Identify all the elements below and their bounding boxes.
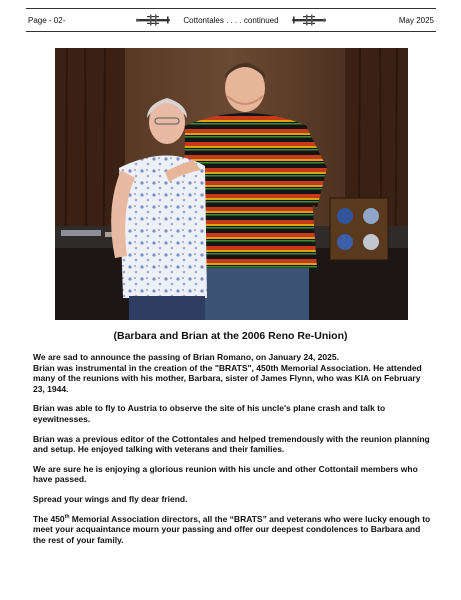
photo-illustration <box>55 48 408 320</box>
paragraph-announcement <box>33 352 433 394</box>
page-header <box>26 8 436 32</box>
paragraph-austria: Brian was able to fly to Austria to observe the site of his uncle's plane crash and talk to eyewitnesses. <box>33 403 386 424</box>
page-number: Page - 02- <box>28 15 66 25</box>
ordinal-suffix: th <box>64 513 70 520</box>
issue-date: May 2025 <box>398 15 434 25</box>
bomber-plane-icon <box>287 14 329 26</box>
announcement-detail: Brian was instrumental in the creation of the "BRATS", 450th Memorial Association. He attended many of the reunions with his mother, Barbara, sister of James Flynn, who was KIA on February 23, 1944. <box>33 362 422 394</box>
article-body <box>33 352 433 554</box>
paragraph-reunion: We are sure he is enjoying a glorious reunion with his uncle and other Cottontail members who have passed. <box>33 463 418 485</box>
header-center <box>98 14 364 26</box>
announcement-line: We are sad to announce the passing of Brian Romano, on January 24, 2025. <box>33 352 339 362</box>
bomber-plane-icon <box>133 14 175 26</box>
paragraph-farewell: Spread your wings and fly dear friend. <box>33 493 188 504</box>
header-title: Cottontales . . . . continued <box>183 15 279 25</box>
paragraph-condolences <box>33 514 433 546</box>
condolences-pre: The 450 <box>33 513 65 524</box>
reunion-photo <box>55 48 408 320</box>
paragraph-editor: Brian was a previous editor of the Cottontales and helped tremendously with the reunion planning and setup. He enjoyed talking with veterans and their families. <box>33 433 430 455</box>
condolences-post: Memorial Association directors, all the “BRATS” and veterans who were lucky enough to meet your acquaintance mourn your passing and offer our deepest condolences to Barbara and the rest of your family. <box>33 513 431 545</box>
photo-caption: (Barbara and Brian at the 2006 Reno Re-Union) <box>113 330 348 342</box>
